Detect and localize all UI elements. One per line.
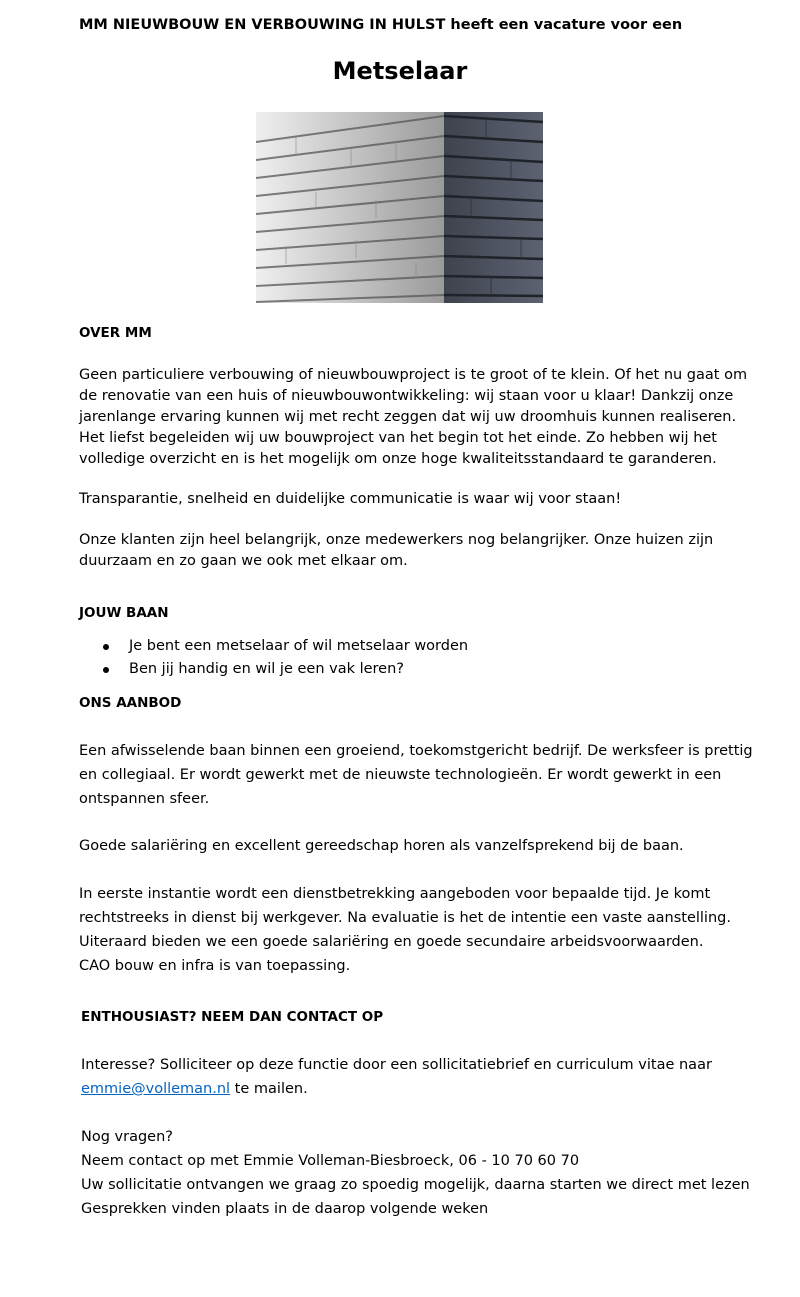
list-item (79, 659, 468, 682)
text-line: Uw sollicitatie ontvangen we graag zo spoedig mogelijk, daarna starten we direct met lezen (81, 1177, 750, 1193)
paragraph-aanbod-2 (79, 834, 684, 858)
text-line: Een afwisselende baan binnen een groeiend, toekomstgericht bedrijf. De werksfeer is prettig (79, 743, 753, 759)
text-line: In eerste instantie wordt een dienstbetrekking aangeboden voor bepaalde tijd. Je komt (79, 886, 711, 902)
paragraph-contact-2 (81, 1125, 750, 1221)
text-line: Nog vragen? (81, 1129, 173, 1145)
heading-over-mm: OVER MM (79, 325, 152, 341)
list-item-text: Je bent een metselaar of wil metselaar worden (129, 638, 469, 654)
text-line: Uiteraard bieden we een goede salariëring en goede secundaire arbeidsvoorwaarden. (79, 934, 704, 950)
paragraph-aanbod-3 (79, 882, 731, 978)
brick-wall-image (256, 112, 543, 303)
bullet-list (79, 636, 468, 682)
text-line: Goede salariëring en excellent gereedschap horen als vanzelfsprekend bij de baan. (79, 838, 684, 854)
text-line: en collegiaal. Er wordt gewerkt met de nieuwste technologieën. Er wordt gewerkt in een (79, 767, 722, 783)
text-line: Geen particuliere verbouwing of nieuwbouwproject is te groot of te klein. Of het nu gaat om (79, 367, 748, 383)
text-line: duurzaam en zo gaan we ook met elkaar om. (79, 553, 408, 569)
text-line (81, 1077, 712, 1101)
heading-jouw-baan: JOUW BAAN (79, 605, 169, 621)
text-line: rechtstreeks in dienst bij werkgever. Na evaluatie is het de intentie een vaste aanstelling. (79, 910, 731, 926)
text-line: Transparantie, snelheid en duidelijke communicatie is waar wij voor staan! (79, 491, 622, 507)
text-line: Onze klanten zijn heel belangrijk, onze medewerkers nog belangrijker. Onze huizen zijn (79, 532, 714, 548)
paragraph-over-2 (79, 489, 621, 510)
list-item-text: Ben jij handig en wil je een vak leren? (129, 661, 404, 677)
email-link[interactable]: emmie@volleman.nl (81, 1081, 231, 1097)
text-line: Neem contact op met Emmie Volleman-Biesbroeck, 06 - 10 70 60 70 (81, 1153, 580, 1169)
paragraph-over-1 (79, 365, 747, 470)
text-line: volledige overzicht en is het mogelijk om onze hoge kwaliteitsstandaard te garanderen. (79, 451, 717, 467)
text-line: Het liefst begeleiden wij uw bouwproject van het begin tot het einde. Zo hebben wij het (79, 430, 717, 446)
bullet-icon (103, 667, 109, 673)
job-title: Metselaar (332, 57, 468, 85)
text-line: Interesse? Solliciteer op deze functie door een sollicitatiebrief en curriculum vitae naar (81, 1057, 712, 1073)
text-line: ontspannen sfeer. (79, 791, 210, 807)
paragraph-over-3 (79, 530, 713, 572)
paragraph-aanbod-1 (79, 739, 753, 811)
intro-line: MM NIEUWBOUW EN VERBOUWING IN HULST heeft een vacature voor een (79, 17, 683, 33)
text-line: CAO bouw en infra is van toepassing. (79, 958, 351, 974)
bullet-icon (103, 644, 109, 650)
text-fragment: te mailen. (230, 1081, 308, 1097)
text-line: jarenlange ervaring kunnen wij met recht zeggen dat wij uw droomhuis kunnen realiseren. (79, 409, 737, 425)
list-item (79, 636, 468, 659)
paragraph-contact-1 (81, 1053, 712, 1101)
heading-ons-aanbod: ONS AANBOD (79, 695, 182, 711)
text-line: de renovatie van een huis of nieuwbouwontwikkeling: wij staan voor u klaar! Dankzij onze (79, 388, 734, 404)
heading-contact: ENTHOUSIAST? NEEM DAN CONTACT OP (81, 1009, 384, 1025)
text-line: Gesprekken vinden plaats in de daarop volgende weken (81, 1201, 489, 1217)
